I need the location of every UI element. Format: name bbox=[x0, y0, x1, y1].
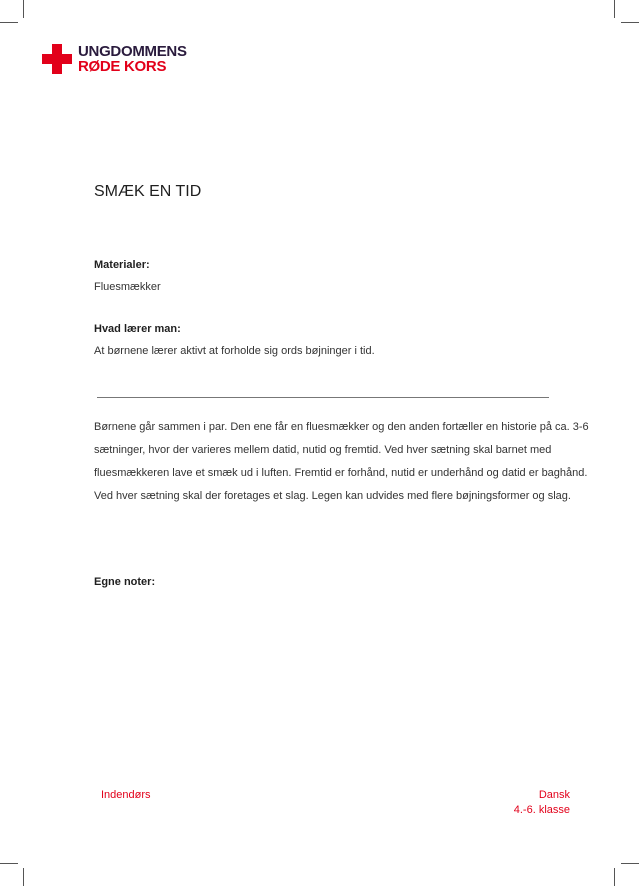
notes-label: Egne noter: bbox=[94, 576, 156, 588]
page-title: SMÆK EN TID bbox=[94, 183, 202, 200]
crop-mark bbox=[23, 868, 24, 886]
crop-mark bbox=[0, 22, 18, 23]
red-cross-icon bbox=[42, 44, 72, 74]
crop-mark bbox=[23, 0, 24, 18]
footer-location: Indendørs bbox=[101, 789, 151, 801]
footer-subject: Dansk bbox=[538, 789, 570, 801]
learning-label: Hvad lærer man: bbox=[94, 323, 181, 335]
crop-mark bbox=[614, 0, 615, 18]
brand-logo bbox=[42, 44, 187, 74]
crop-mark bbox=[614, 868, 615, 886]
footer-grade: 4.-6. klasse bbox=[513, 804, 570, 816]
crop-mark bbox=[621, 22, 639, 23]
crop-mark bbox=[0, 863, 18, 864]
materials-value: Fluesmækker bbox=[94, 281, 161, 293]
logo-line-1: UNGDOMMENS bbox=[78, 43, 187, 60]
logo-wordmark bbox=[78, 44, 187, 74]
activity-description: Børnene går sammen i par. Den ene får en fluesmækker og den anden fortæller en historie på ca. 3-6 sætninger, hvor der varieres mellem datid, nutid og fremtid. Ved hver sætning skal barnet med fluesmækkeren lave et smæk ud i luften. Fremtid er forhånd, nutid er underhånd og datid er baghånd. Ved hver sætning skal der foretages et slag. Legen kan udvides med flere bøjningsformer og slag. bbox=[94, 421, 589, 502]
divider bbox=[97, 397, 549, 398]
learning-value: At børnene lærer aktivt at forholde sig ords bøjninger i tid. bbox=[94, 345, 375, 357]
materials-label: Materialer: bbox=[94, 259, 150, 271]
crop-mark bbox=[621, 863, 639, 864]
logo-line-2: RØDE KORS bbox=[78, 58, 167, 75]
